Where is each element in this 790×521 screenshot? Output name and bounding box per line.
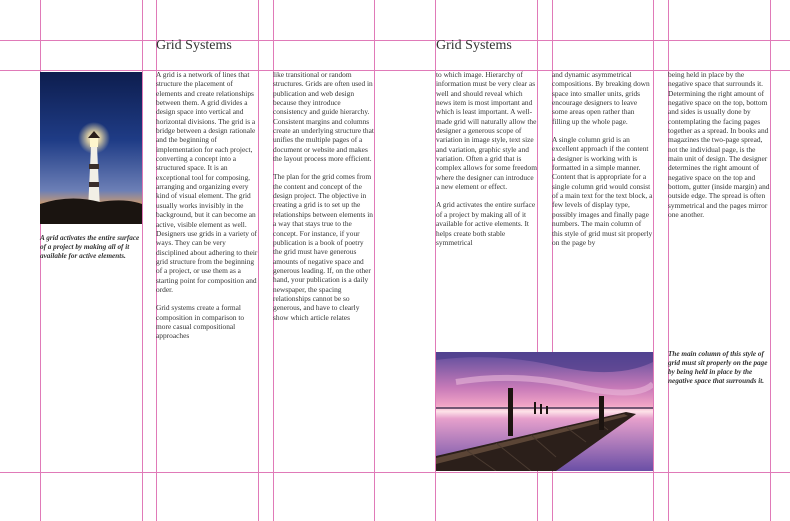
text-column-2: [273, 70, 374, 472]
grid-guide-vertical: [653, 0, 654, 521]
grid-guide-horizontal: [0, 40, 790, 41]
paragraph: A grid activates the entire surface of a project by making all of it available for active elements. It helps create both stable symmetrical: [436, 200, 536, 247]
lighthouse-photo-icon: [40, 72, 142, 224]
grid-guide-vertical: [142, 0, 143, 521]
paragraph: A single column grid is an excellent approach if the content a designer is working with is formatted in a simple manner. Content that is appropriate for a single column grid would consist of a main text for the text block, a few levels of display type, possibly images and finally page numbers. The main column of this style of grid must sit properly on the page by: [552, 135, 653, 247]
left-page-title: Grid Systems: [156, 38, 232, 53]
text-column-1: [156, 70, 258, 472]
text-column-4: [552, 70, 653, 344]
pier-sunset-photo-icon: [436, 352, 653, 471]
text-column-3: [436, 70, 537, 344]
right-page-title: Grid Systems: [436, 38, 512, 53]
grid-guide-vertical: [374, 0, 375, 521]
grid-guide-horizontal: [0, 472, 790, 473]
left-caption: A grid activates the entire surface of a project by making all of it available for active elements.: [40, 234, 140, 260]
paragraph: The plan for the grid comes from the content and concept of the design project. The objective in creating a grid is to set up the relationships between elements in a way that stays true to the concept. For instance, if your publication is a book of poetry the grid must have generous amounts of negative space and generous leading. If, on the other hand, your publication is a daily newspaper, the spacing relationships cannot be so generous, and have to clearly show which article relates: [273, 172, 373, 322]
paragraph: Grid systems create a formal composition in comparison to more casual compositional approaches: [156, 303, 245, 341]
paragraph: to which image. Hierarchy of information must be very clear as well and should reveal which news item is most important and which is least important. A well-made grid will naturally allow the designer a generous scope of variation in image style, text size and variation, graphic style and variation. Often a grid that is complex allows for some freedom where the designer can introduce a new element or effect.: [436, 70, 537, 192]
grid-guide-vertical: [770, 0, 771, 521]
right-caption: The main column of this style of grid must sit properly on the page by being held in place by the negative space that surrounds it.: [668, 350, 768, 385]
paragraph: being held in place by the negative space that surrounds it. Determining the right amount of negative space on the top, bottom and sides is usually done by contemplating the facing pages together as a spread. In books and magazines the two-page spread, not the individual page, is the main unit of design. The designer determines the right amount of negative space on the top and bottom, gutter (inside margin) and outside edge. The spread is often symmetrical and the pages mirror one another.: [668, 70, 770, 220]
paragraph: like transitional or random structures. Grids are often used in publication and web design because they introduce consistency and guide hierarchy. Consistent margins and columns create an underlying structure that unifies the multiple pages of a document or website and makes the layout process more efficient.: [273, 70, 374, 164]
paragraph: and dynamic asymmetrical compositions. By breaking down space into smaller units, grids encourage designers to leave some areas open rather than filling up the whole page.: [552, 70, 650, 126]
paragraph: A grid is a network of lines that structure the placement of elements and create relationships between them. A grid divides a design space into vertical and horizontal divisions. The grid is a bridge between a design rationale and the beginning of implementation for each project, converting a concept into a structured space. It is an exceptional tool for composing, arranging and organizing every kind of visual element. The grid usually works invisibly in the background, but it can become an active, visible element as well. Designers use grids in a variety of ways. They can be very disciplined about adhering to their grid structure from the beginning of a project, or use them as a starting point for composition and order.: [156, 70, 258, 294]
text-column-5: [668, 70, 770, 310]
grid-guide-vertical: [258, 0, 259, 521]
